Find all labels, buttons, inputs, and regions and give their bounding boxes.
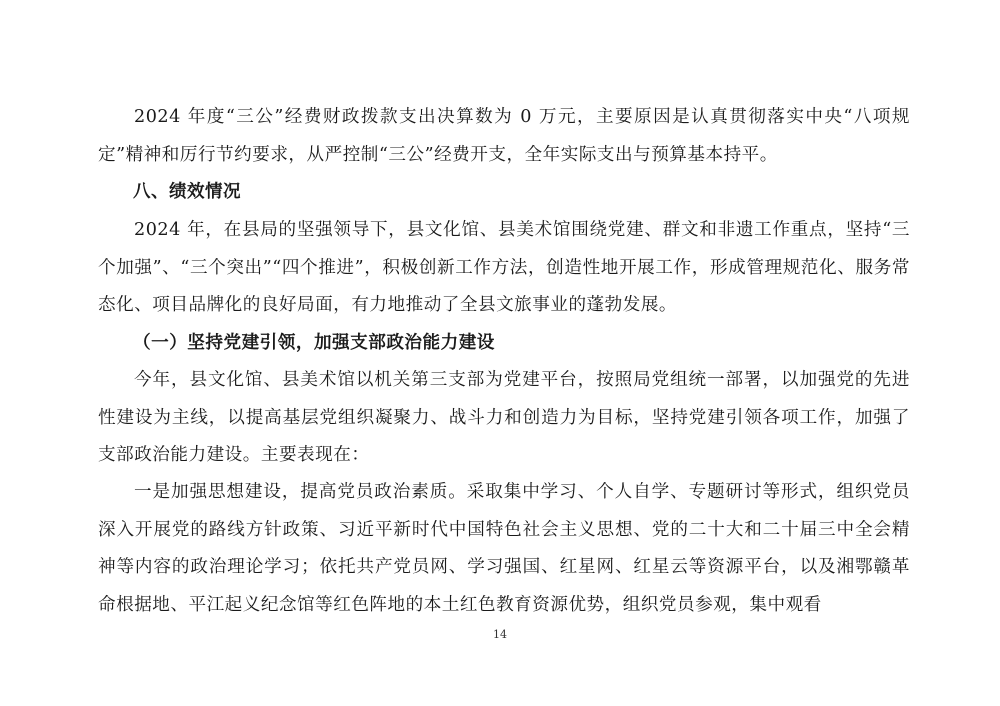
paragraph-ideological-building: 一是加强思想建设，提高党员政治素质。采取集中学习、个人自学、专题研讨等形式，组织党员深入开展党的路线方针政策、习近平新时代中国特色社会主义思想、党的二十大和二十届三中全会精神等内容的政治理论学习；依托共产党员网、学习强国、红星网、红星云等资源平台，以及湘鄂赣革命根据地、平江起义纪念馆等红色阵地的本土红色教育资源优势，组织党员参观，集中观看 [98,482,910,615]
paragraph-party-building-platform: 今年，县文化馆、县美术馆以机关第三支部为党建平台，按照局党组统一部署，以加强党的先进性建设为主线，以提高基层党组织凝聚力、战斗力和创造力为目标，坚持党建引领各项工作，加强了支部政治能力建设。主要表现在： [98,370,910,465]
paragraph-performance-overview: 2024 年，在县局的坚强领导下，县文化馆、县美术馆围绕党建、群文和非遗工作重点，坚持“三个加强”、“三个突出”“四个推进”，积极创新工作方法，创造性地开展工作，形成管理规范化、服务常态化、项目品牌化的良好局面，有力地推动了全县文旅事业的蓬勃发展。 [98,220,910,315]
section-heading-performance: 八、绩效情况 [133,182,241,202]
subsection-heading-party-building: （一）坚持党建引领，加强支部政治能力建设 [133,332,495,353]
page-number: 14 [493,628,507,641]
paragraph-three-public-expenses: 2024 年度“三公”经费财政拨款支出决算数为 0 万元，主要原因是认真贯彻落实中央“八项规定”精神和厉行节约要求，从严控制“三公”经费开支，全年实际支出与预算基本持平。 [98,107,910,165]
